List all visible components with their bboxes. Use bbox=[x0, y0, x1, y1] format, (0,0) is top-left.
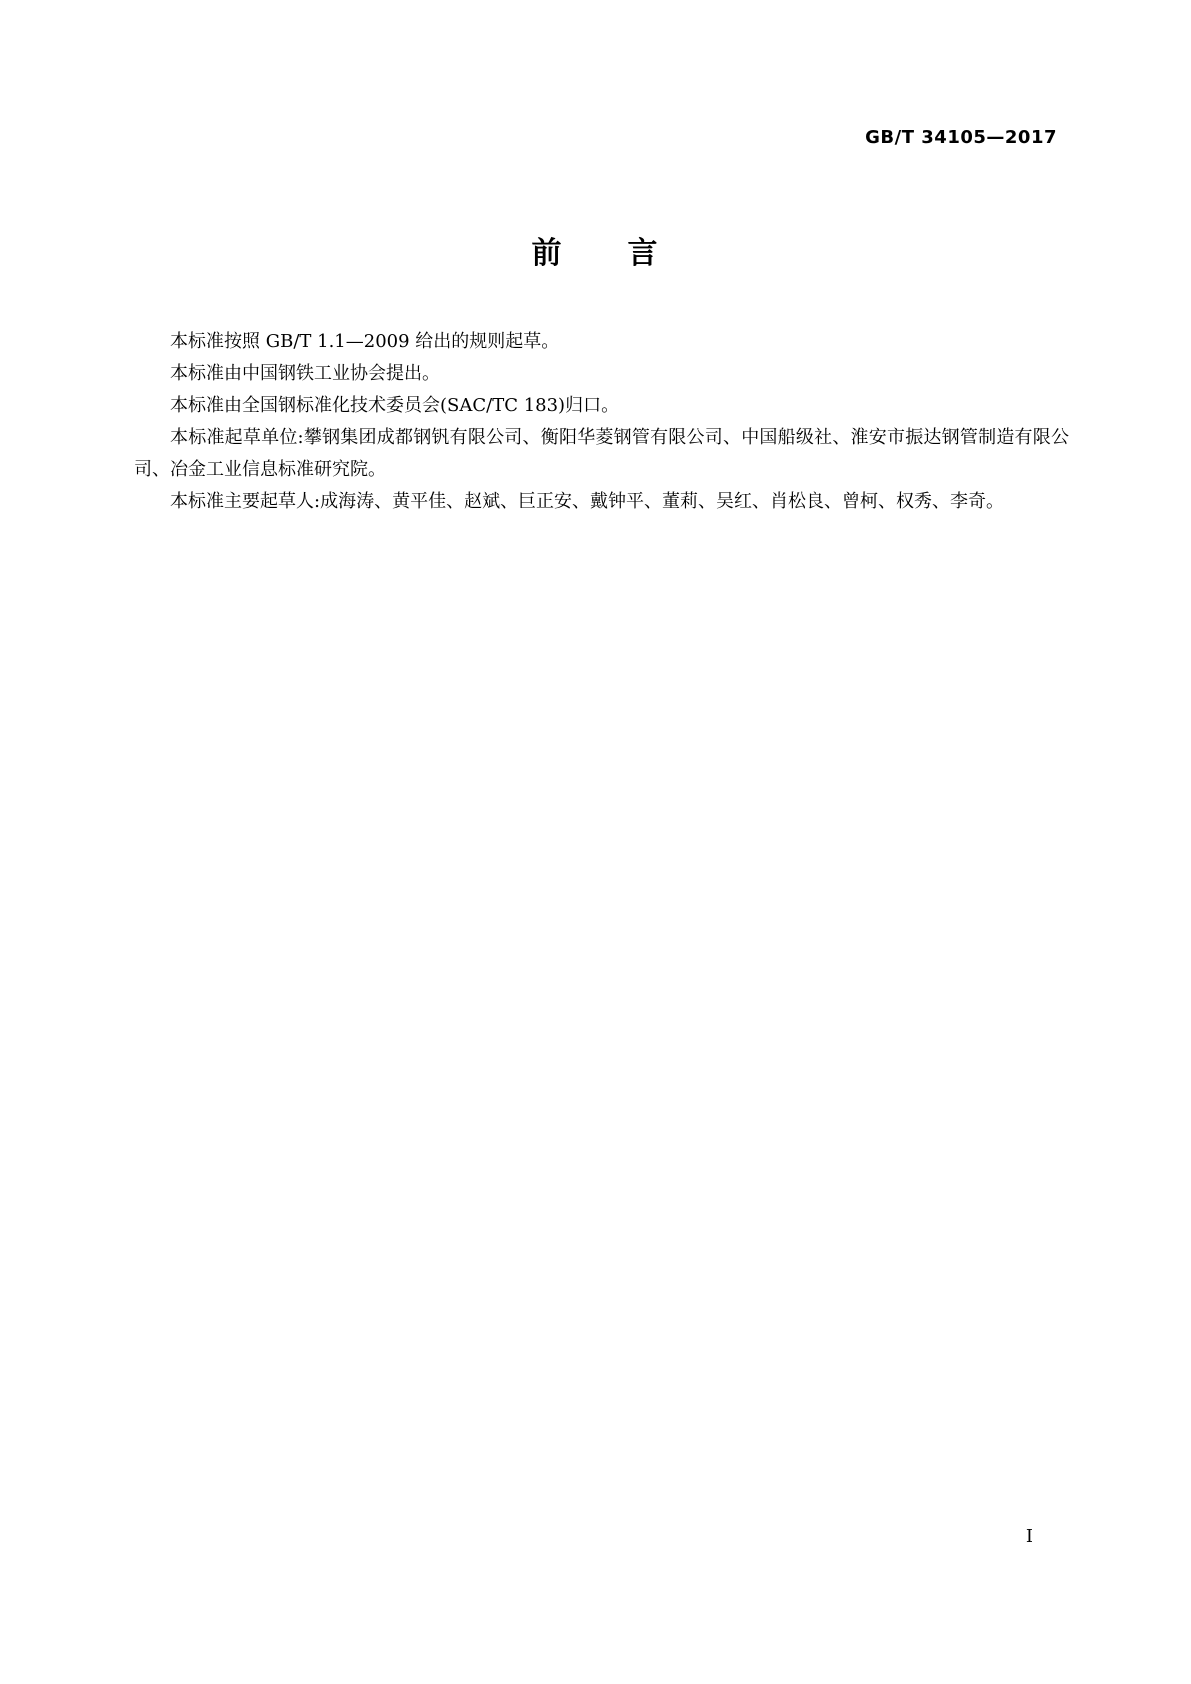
paragraph-proposer: 本标准由中国钢铁工业协会提出。 bbox=[170, 363, 440, 384]
paragraph-drafting-organizations: 本标准起草单位:攀钢集团成都钢钒有限公司、衡阳华菱钢管有限公司、中国船级社、淮安市振达钢管制造有限公司、冶金工业信息标准研究院。 bbox=[134, 427, 1069, 480]
paragraph-drafters: 本标准主要起草人:成海涛、黄平佳、赵斌、巨正安、戴钟平、董莉、吴红、肖松良、曾柯、权秀、李奇。 bbox=[170, 491, 1005, 512]
page-number: I bbox=[1025, 1526, 1033, 1547]
title-char-1: 前 bbox=[531, 236, 564, 271]
title-char-2: 言 bbox=[627, 236, 660, 271]
page-title bbox=[0, 228, 1191, 272]
standard-code: GB/T 34105—2017 bbox=[865, 127, 1057, 148]
paragraph-responsible-committee: 本标准由全国钢标准化技术委员会(SAC/TC 183)归口。 bbox=[170, 395, 620, 416]
foreword-body bbox=[134, 326, 1069, 518]
paragraph-drafting-rules: 本标准按照 GB/T 1.1—2009 给出的规则起草。 bbox=[170, 331, 560, 352]
